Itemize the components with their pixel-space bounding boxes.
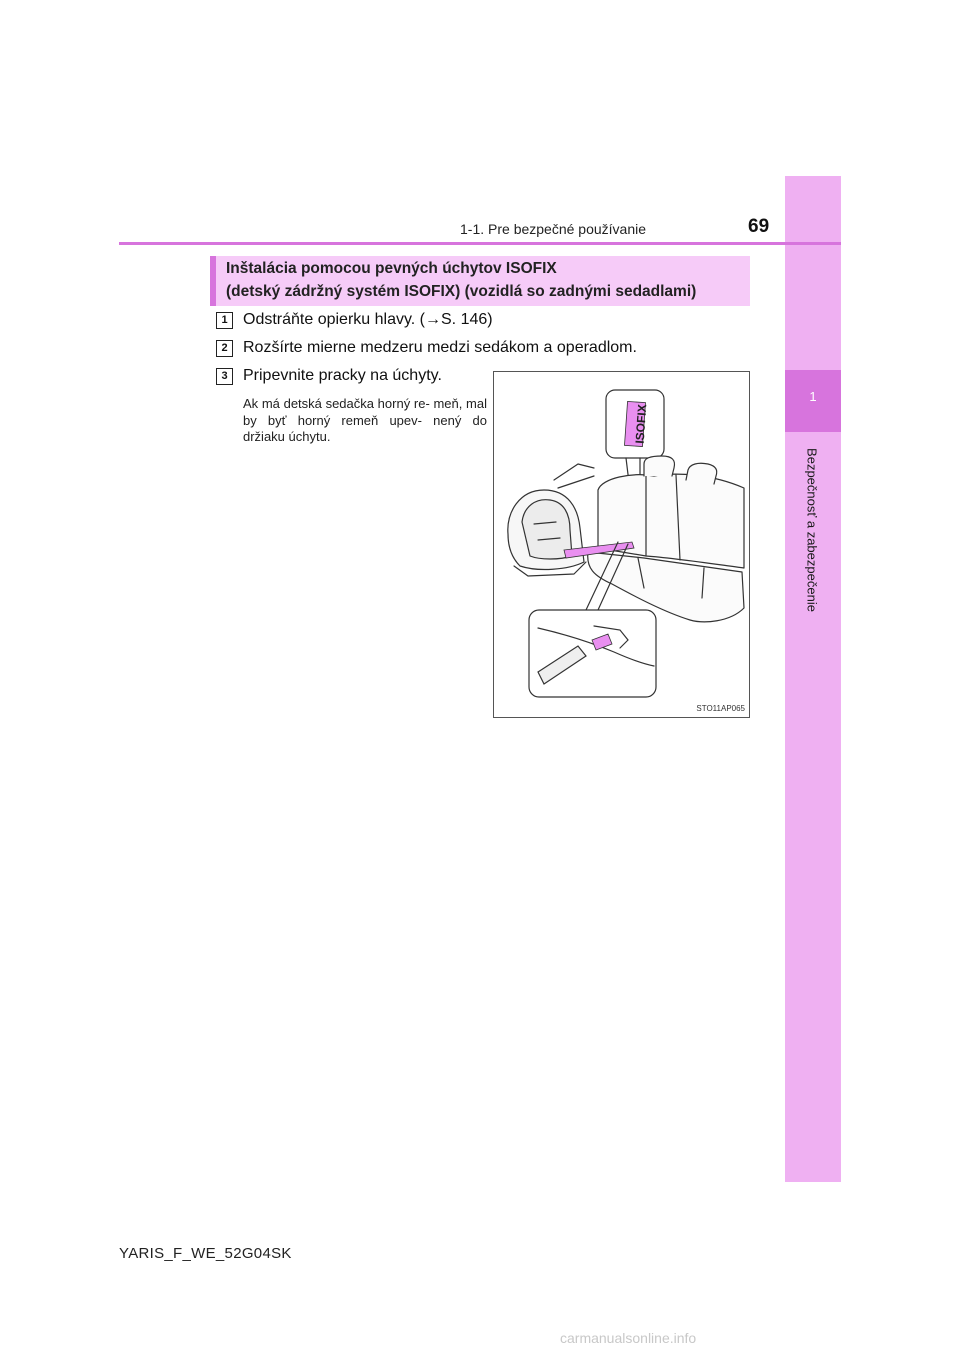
step-number-badge: 2	[216, 340, 233, 357]
chapter-number: 1	[809, 389, 817, 404]
chapter-side-tab	[785, 176, 841, 1182]
section-heading-box	[210, 256, 750, 306]
manual-code: YARIS_F_WE_52G04SK	[119, 1245, 292, 1262]
step-text: Rozšírte mierne medzeru medzi sedákom a operadlom.	[243, 339, 637, 356]
chapter-title: Bezpečnosť a zabezpečenie	[804, 448, 820, 612]
step-text: Odstráňte opierku hlavy. (→S. 146)	[243, 311, 493, 328]
step-text: Pripevnite pracky na úchyty.	[243, 367, 442, 384]
step-3-note: Ak má detská sedačka horný re- meň, mal by byť horný remeň upev- nený do držiaku úchytu.	[243, 396, 487, 444]
watermark: carmanualsonline.info	[560, 1330, 697, 1346]
page-number: 69	[748, 216, 770, 237]
figure-code: STO11AP065	[696, 704, 745, 713]
section-heading-line-2: (detský zádržný systém ISOFIX) (vozidlá so zadnými sedadlami)	[226, 283, 697, 300]
step-number-badge: 1	[216, 312, 233, 329]
isofix-tag-label: ISOFIX	[632, 403, 650, 445]
section-heading-line-1: Inštalácia pomocou pevných úchytov ISOFIX	[226, 260, 557, 277]
header-rule	[119, 242, 841, 245]
header-section-title: 1-1. Pre bezpečné používanie	[460, 221, 647, 237]
rear-seat-drawing	[494, 372, 751, 719]
step-number-badge: 3	[216, 368, 233, 385]
isofix-illustration	[493, 371, 750, 718]
